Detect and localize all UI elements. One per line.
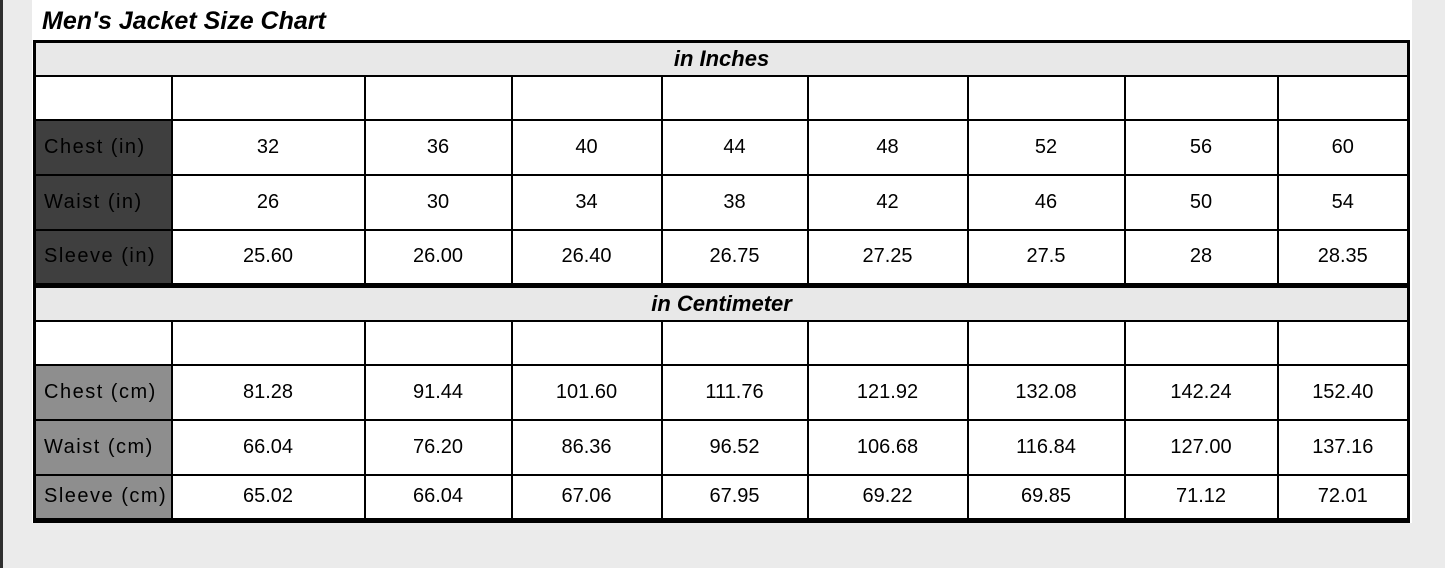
data-cell: 54 <box>1278 175 1409 230</box>
column-header-cell: Large <box>662 76 808 120</box>
data-cell: 69.85 <box>968 475 1125 521</box>
data-cell: 56 <box>1125 120 1278 175</box>
data-cell: 142.24 <box>1125 365 1278 420</box>
column-header-cell: Extra Small <box>172 76 365 120</box>
data-cell: 32 <box>172 120 365 175</box>
data-cell: 26 <box>172 175 365 230</box>
column-header-cell: Medium <box>512 76 662 120</box>
data-cell: 30 <box>365 175 512 230</box>
data-cell: 46 <box>968 175 1125 230</box>
data-cell: 96.52 <box>662 420 808 475</box>
data-cell: 72.01 <box>1278 475 1409 521</box>
data-cell: 60 <box>1278 120 1409 175</box>
data-cell: 65.02 <box>172 475 365 521</box>
data-cell: 67.95 <box>662 475 808 521</box>
column-header-cell: Extra Large <box>808 76 968 120</box>
data-cell: 34 <box>512 175 662 230</box>
data-cell: 81.28 <box>172 365 365 420</box>
row-label-cell: Waist (in) <box>35 175 172 230</box>
column-header-cell: Small <box>365 321 512 365</box>
size-chart-table <box>33 40 1410 523</box>
column-header-cell: US <box>35 76 172 120</box>
data-cell: 67.06 <box>512 475 662 521</box>
row-label-cell: Sleeve (cm) <box>35 475 172 521</box>
column-header-cell: 2X-Large <box>968 76 1125 120</box>
column-header-cell: Extra Large <box>808 321 968 365</box>
column-header-cell: Extra Small <box>172 321 365 365</box>
data-cell: 26.00 <box>365 230 512 285</box>
section-banner: in Inches <box>35 42 1409 77</box>
data-cell: 40 <box>512 120 662 175</box>
row-label-cell: Sleeve (in) <box>35 230 172 285</box>
column-header-cell: 3X-Large <box>1125 321 1278 365</box>
data-cell: 36 <box>365 120 512 175</box>
column-header-cell: US <box>35 321 172 365</box>
data-cell: 152.40 <box>1278 365 1409 420</box>
row-label-cell: Chest (cm) <box>35 365 172 420</box>
data-cell: 27.5 <box>968 230 1125 285</box>
data-cell: 121.92 <box>808 365 968 420</box>
data-cell: 116.84 <box>968 420 1125 475</box>
column-header-cell: Small <box>365 76 512 120</box>
data-cell: 25.60 <box>172 230 365 285</box>
data-cell: 26.40 <box>512 230 662 285</box>
data-cell: 132.08 <box>968 365 1125 420</box>
data-cell: 50 <box>1125 175 1278 230</box>
column-header-cell: Large <box>662 321 808 365</box>
sheet-left-edge <box>0 0 3 568</box>
data-cell: 28.35 <box>1278 230 1409 285</box>
data-cell: 106.68 <box>808 420 968 475</box>
data-cell: 111.76 <box>662 365 808 420</box>
row-label-cell: Waist (cm) <box>35 420 172 475</box>
data-cell: 66.04 <box>365 475 512 521</box>
data-cell: 26.75 <box>662 230 808 285</box>
column-header-cell: 4X-Large <box>1278 321 1409 365</box>
data-cell: 101.60 <box>512 365 662 420</box>
data-cell: 42 <box>808 175 968 230</box>
data-cell: 76.20 <box>365 420 512 475</box>
data-cell: 91.44 <box>365 365 512 420</box>
data-cell: 71.12 <box>1125 475 1278 521</box>
column-header-cell: 4X-Large <box>1278 76 1409 120</box>
data-cell: 66.04 <box>172 420 365 475</box>
section-banner: in Centimeter <box>35 285 1409 321</box>
column-header-cell: 2X-Large <box>968 321 1125 365</box>
data-cell: 69.22 <box>808 475 968 521</box>
page-title: Men's Jacket Size Chart <box>42 7 326 35</box>
data-cell: 38 <box>662 175 808 230</box>
data-cell: 28 <box>1125 230 1278 285</box>
column-header-cell: Medium <box>512 321 662 365</box>
data-cell: 52 <box>968 120 1125 175</box>
row-label-cell: Chest (in) <box>35 120 172 175</box>
data-cell: 44 <box>662 120 808 175</box>
data-cell: 48 <box>808 120 968 175</box>
data-cell: 86.36 <box>512 420 662 475</box>
sheet <box>32 0 1412 523</box>
data-cell: 27.25 <box>808 230 968 285</box>
column-header-cell: 3X-Large <box>1125 76 1278 120</box>
data-cell: 137.16 <box>1278 420 1409 475</box>
data-cell: 127.00 <box>1125 420 1278 475</box>
